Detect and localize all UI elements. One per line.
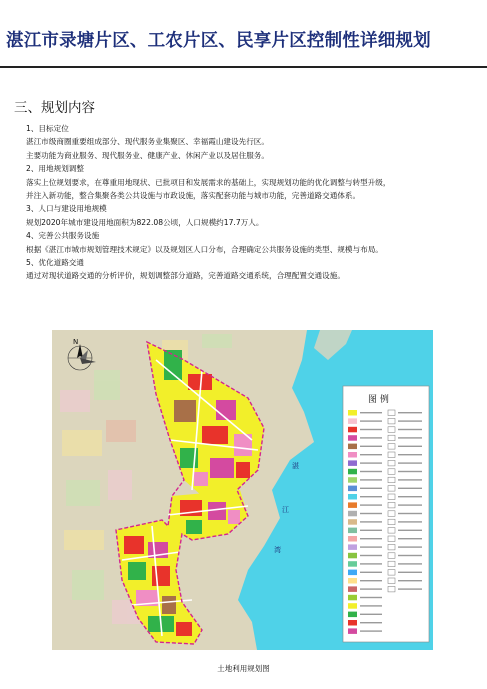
legend-entry-placeholder <box>398 513 422 514</box>
legend-symbol <box>388 578 395 584</box>
legend-entry-placeholder <box>360 437 382 438</box>
legend-entry-placeholder <box>398 530 422 531</box>
legend-swatch <box>348 427 357 433</box>
heading-goal: 1、目标定位 <box>26 124 69 133</box>
legend-entry-placeholder <box>360 572 382 573</box>
legend-swatch <box>348 502 357 508</box>
legend-swatch <box>348 603 357 609</box>
legend-entry-placeholder <box>360 597 382 598</box>
legend-swatch <box>348 595 357 601</box>
legend-symbol <box>388 452 395 458</box>
legend-symbol <box>388 435 395 441</box>
legend-symbol <box>388 553 395 559</box>
page-title: 湛江市录塘片区、工农片区、民享片区控制性详细规划 <box>6 31 431 51</box>
heading-population: 3、人口与建设用地规模 <box>26 204 107 214</box>
legend-symbol <box>388 561 395 567</box>
legend-entry-placeholder <box>398 504 422 505</box>
legend-entry-placeholder <box>360 530 382 531</box>
legend-entry-placeholder <box>360 605 382 606</box>
legend-swatch <box>348 435 357 441</box>
legend-entry-placeholder <box>360 513 382 514</box>
legend-entry-placeholder <box>398 462 422 463</box>
legend-symbol <box>388 502 395 508</box>
legend-entry-placeholder <box>398 588 422 589</box>
legend-symbol <box>388 570 395 576</box>
legend-swatch <box>348 494 357 500</box>
legend-swatch <box>348 469 357 475</box>
legend-symbol <box>388 511 395 517</box>
legend-swatch <box>348 586 357 592</box>
legend-swatch <box>348 561 357 567</box>
legend-symbol <box>388 460 395 466</box>
paragraph-goal-2: 主要功能为商业服务、现代服务业、健康产业、休闲产业以及居住服务。 <box>26 150 269 160</box>
legend-entry-placeholder <box>398 546 422 547</box>
legend-swatch <box>348 444 357 450</box>
bay-label-1: 湛 <box>292 462 299 470</box>
legend-symbol <box>388 519 395 525</box>
legend-entry-placeholder <box>360 462 382 463</box>
legend-symbol <box>388 469 395 475</box>
legend-entry-placeholder <box>360 429 382 430</box>
legend-swatch <box>348 570 357 576</box>
paragraph-landuse-2: 并注入新功能，整合集聚各类公共设施与市政设施，落实配套功能与城市功能，完善道路交通体系。 <box>26 190 361 200</box>
legend-entry-placeholder <box>398 446 422 447</box>
legend-entry-placeholder <box>360 563 382 564</box>
legend-entry-placeholder <box>360 622 382 623</box>
legend-symbol <box>388 418 395 424</box>
legend-entry-placeholder <box>360 614 382 615</box>
legend-symbol <box>388 410 395 416</box>
paragraph-public-services: 根据《湛江市城市规划管理技术规定》以及规划区人口分布，合理确定公共服务设施的类型、规模与布局。 <box>26 244 383 254</box>
legend-entry-placeholder <box>360 588 382 589</box>
paragraph-traffic: 通过对现状道路交通的分析评价，规划调整部分道路，完善道路交通系统，合理配置交通设施。 <box>26 271 345 281</box>
legend-symbol <box>388 427 395 433</box>
legend-entry-placeholder <box>398 563 422 564</box>
legend-swatch <box>348 486 357 492</box>
legend-title: 图 例 <box>368 395 389 405</box>
paragraph-population: 规划2020年城市建设用地面积为822.08公顷，人口规模约17.7万人。 <box>26 217 264 227</box>
legend-swatch <box>348 578 357 584</box>
land-use-map <box>52 330 433 650</box>
legend-entry-placeholder <box>360 504 382 505</box>
heading-public-services: 4、完善公共服务设施 <box>26 231 100 241</box>
legend-swatch <box>348 620 357 626</box>
legend-entry-placeholder <box>398 572 422 573</box>
legend-symbol <box>388 586 395 592</box>
legend-entry-placeholder <box>360 580 382 581</box>
legend-swatch <box>348 452 357 458</box>
legend-entry-placeholder <box>360 521 382 522</box>
legend-swatch <box>348 544 357 550</box>
legend-symbol <box>388 536 395 542</box>
north-label: N <box>73 338 79 346</box>
legend-entry-placeholder <box>398 429 422 430</box>
legend-entry-placeholder <box>398 454 422 455</box>
legend-swatch <box>348 418 357 424</box>
heading-traffic: 5、优化道路交通 <box>26 257 84 267</box>
legend-entry-placeholder <box>360 488 382 489</box>
legend-entry-placeholder <box>398 437 422 438</box>
legend-swatch <box>348 553 357 559</box>
legend-entry-placeholder <box>360 555 382 556</box>
legend-entry-placeholder <box>398 479 422 480</box>
legend-swatch <box>348 410 357 416</box>
legend-symbol <box>388 486 395 492</box>
legend-symbol <box>388 544 395 550</box>
legend-panel <box>343 386 429 642</box>
legend-entry-placeholder <box>360 630 382 631</box>
legend-entry-placeholder <box>398 580 422 581</box>
paragraph-goal-1: 湛江市级商圈重要组成部分、现代服务业集聚区、幸福霞山建设先行区。 <box>26 137 269 147</box>
legend-entry-placeholder <box>360 446 382 447</box>
legend-entry-placeholder <box>360 412 382 413</box>
bay-label-2: 江 <box>282 506 289 514</box>
legend-swatch <box>348 511 357 517</box>
legend-entry-placeholder <box>398 412 422 413</box>
legend-entry-placeholder <box>398 538 422 539</box>
legend-entry-placeholder <box>360 471 382 472</box>
legend-entry-placeholder <box>398 496 422 497</box>
legend-swatch <box>348 628 357 634</box>
legend-swatch <box>348 460 357 466</box>
content-body <box>26 122 481 283</box>
legend-symbol <box>388 444 395 450</box>
title-divider <box>0 66 487 68</box>
legend-entry-placeholder <box>360 420 382 421</box>
legend-swatch <box>348 536 357 542</box>
legend-swatch <box>348 477 357 483</box>
legend-entry-placeholder <box>360 546 382 547</box>
legend-symbol <box>388 477 395 483</box>
legend-entry-placeholder <box>398 488 422 489</box>
bay-label-3: 湾 <box>274 546 281 554</box>
legend-entry-placeholder <box>398 555 422 556</box>
legend-symbol <box>388 528 395 534</box>
legend-entry-placeholder <box>398 471 422 472</box>
heading-landuse: 2、用地规划调整 <box>26 164 84 174</box>
legend-entry-placeholder <box>360 538 382 539</box>
section-heading: 三、规划内容 <box>14 100 95 116</box>
legend-swatch <box>348 519 357 525</box>
legend-entry-placeholder <box>398 420 422 421</box>
legend-entry-placeholder <box>398 521 422 522</box>
legend-entry-placeholder <box>360 479 382 480</box>
map-caption: 土地利用规划图 <box>217 664 270 673</box>
legend-entry-placeholder <box>360 454 382 455</box>
legend-swatch <box>348 528 357 534</box>
legend-symbol <box>388 494 395 500</box>
paragraph-landuse-1: 落实上位规划要求，在尊重用地现状、已批项目和发展需求的基础上，实现规划功能的优化调整与转型升级， <box>26 177 391 187</box>
legend-swatch <box>348 612 357 618</box>
legend-entry-placeholder <box>360 496 382 497</box>
